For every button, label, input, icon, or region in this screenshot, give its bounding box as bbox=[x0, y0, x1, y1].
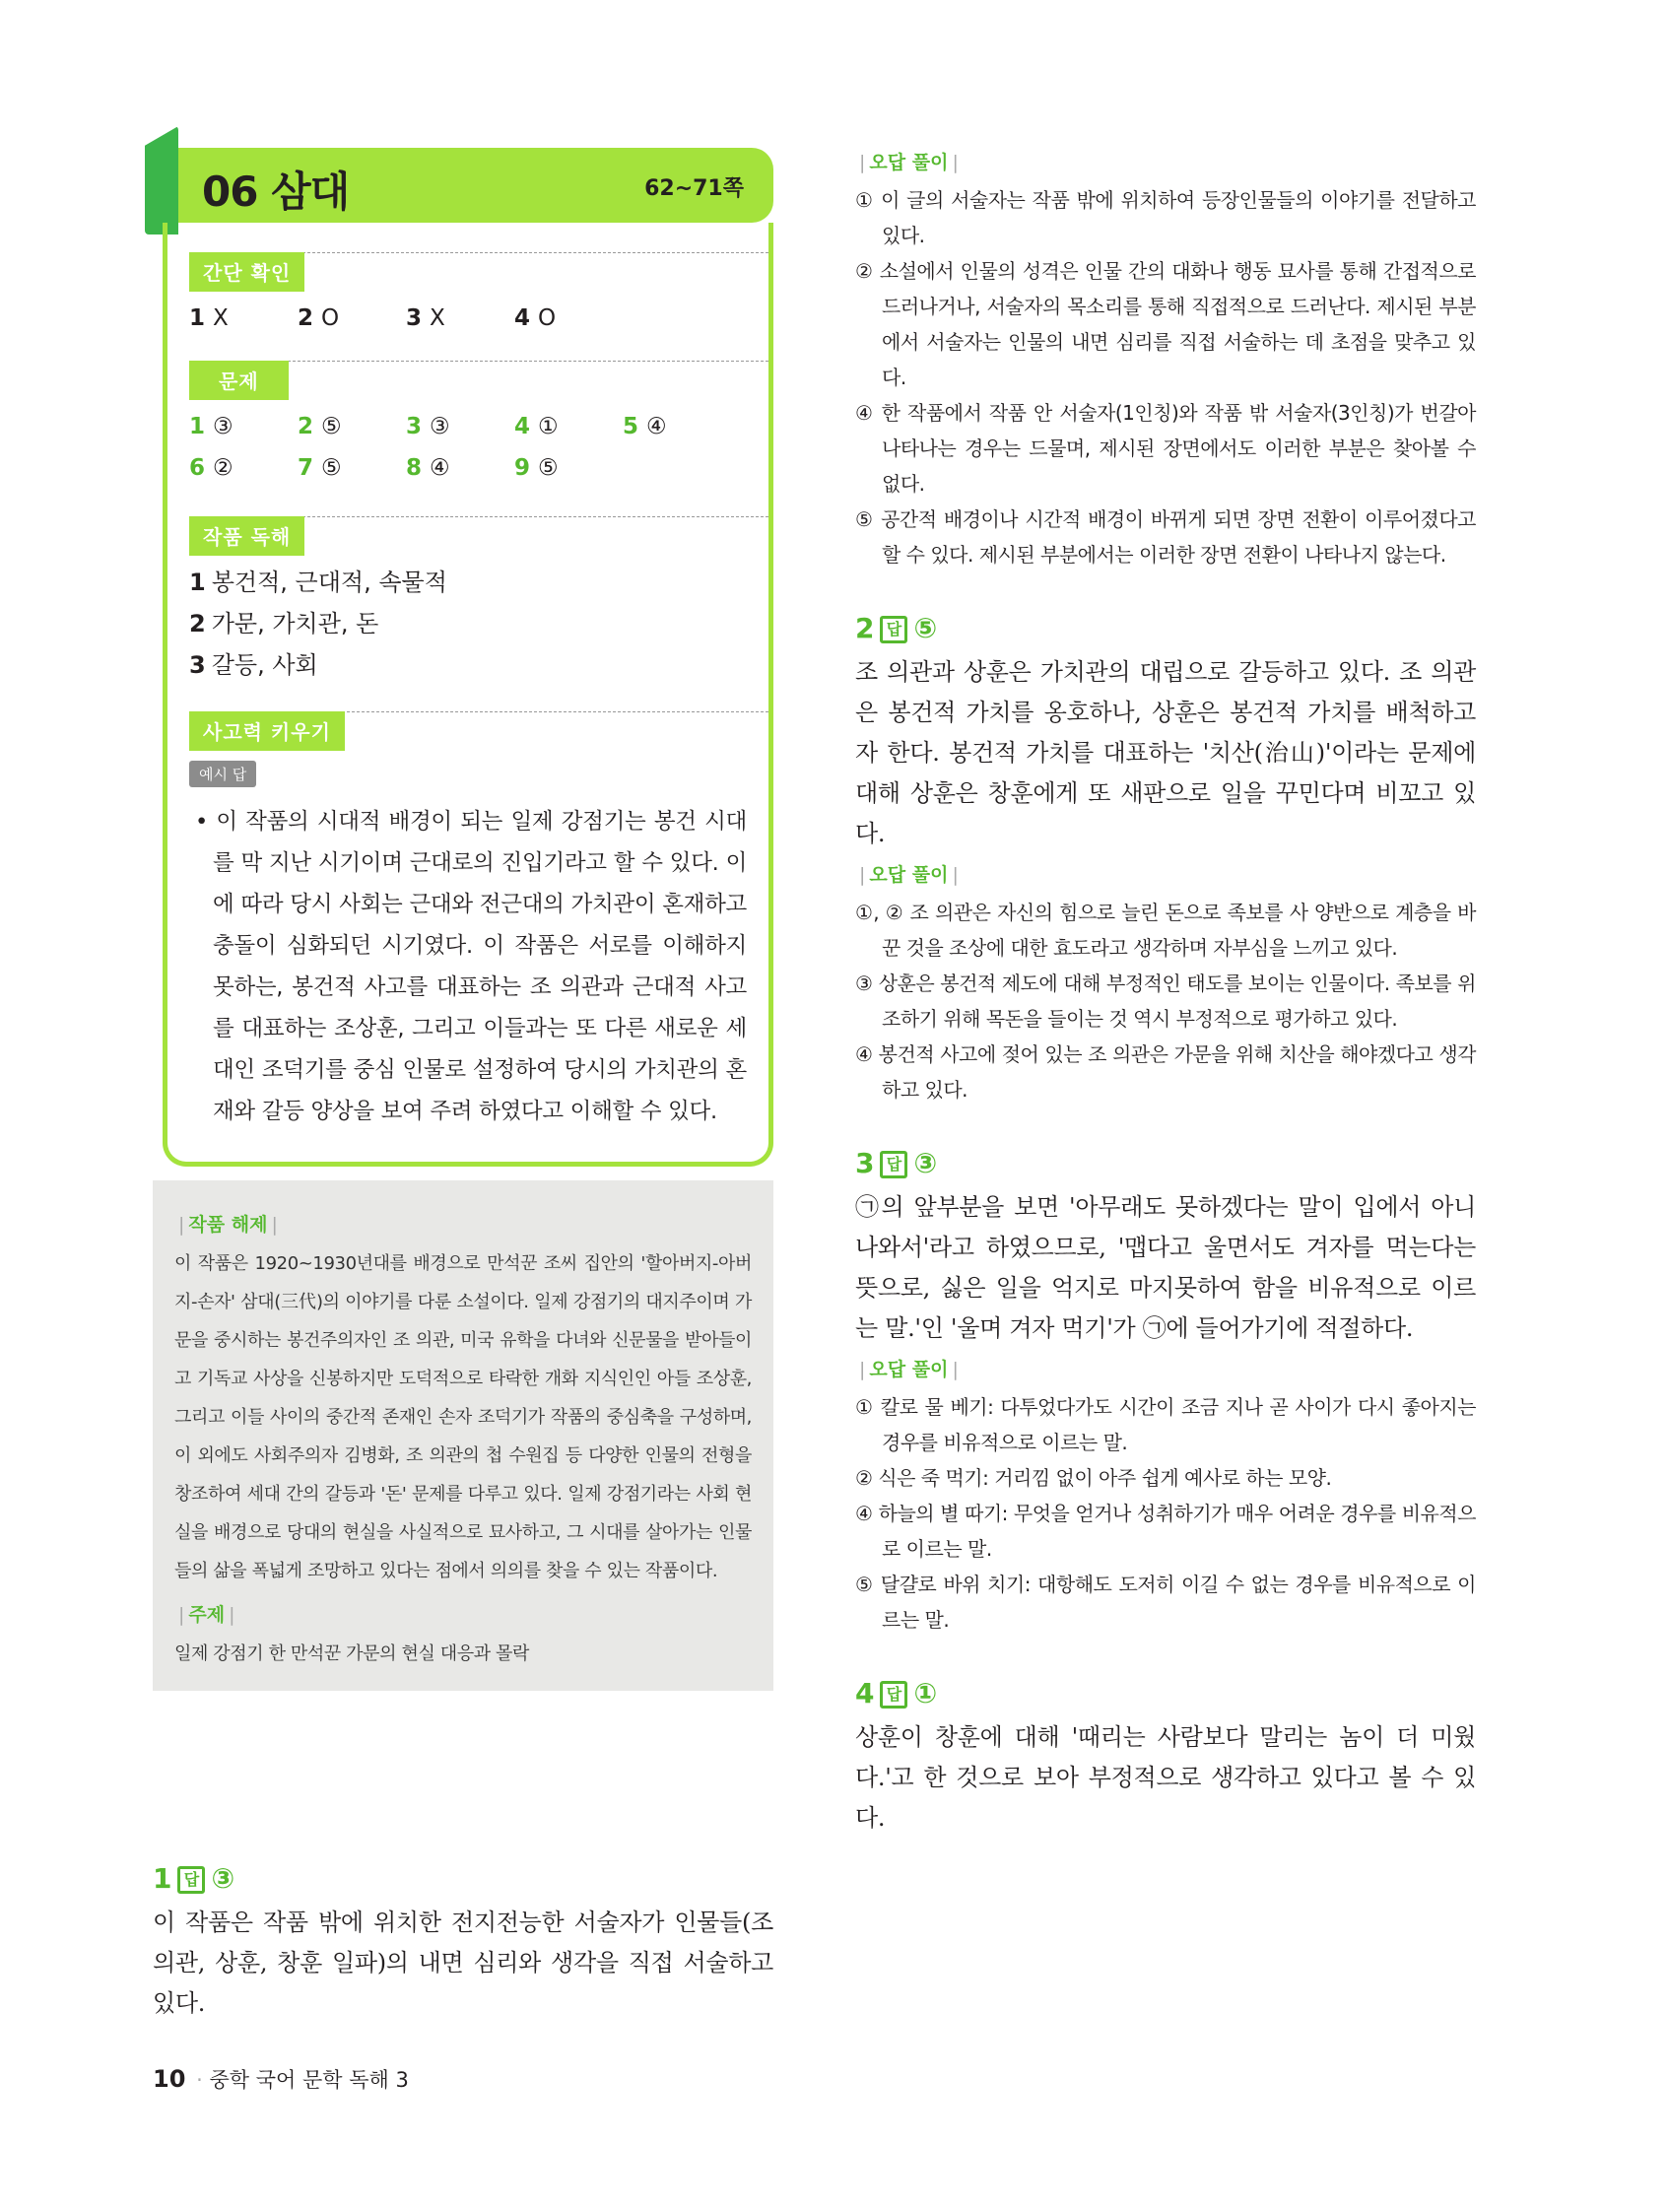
wrong-item: ⑤ 공간적 배경이나 시간적 배경이 바뀌게 되면 장면 전환이 이루어졌다고 할 수 있다. 제시된 부분에서는 이러한 장면 전환이 나타나지 않는다. bbox=[855, 507, 1476, 567]
reading-item: 3 갈등, 사회 bbox=[189, 651, 318, 679]
reading-header bbox=[189, 516, 747, 550]
wrong-item: ② 식은 죽 먹기: 거리낌 없이 아주 쉽게 예사로 하는 모양. bbox=[855, 1466, 1332, 1490]
wrong-item: ① 칼로 물 베기: 다투었다가도 시간이 조금 지나 곧 사이가 다시 좋아지는 경우를 비유적으로 이르는 말. bbox=[855, 1395, 1476, 1454]
problem-answer: 1 ③ bbox=[189, 414, 234, 439]
question-4-header: 4 답 ① bbox=[855, 1677, 938, 1709]
question-1-header: 1 답 ③ bbox=[153, 1862, 235, 1895]
page-number: 10 bbox=[153, 2065, 186, 2093]
theme-text: 일제 강점기 한 만석꾼 가문의 현실 대응과 몰락 bbox=[174, 1643, 530, 1664]
q3-wrong-tag: | 오답 풀이 | bbox=[859, 1359, 959, 1380]
divider bbox=[288, 252, 768, 253]
divider bbox=[288, 361, 768, 362]
question-3 bbox=[855, 1147, 1476, 1638]
problem-answer: 9 ⑤ bbox=[514, 455, 559, 481]
problems-row bbox=[189, 406, 747, 447]
problem-answer: 4 ① bbox=[514, 414, 559, 439]
wrong-item: ④ 봉건적 사고에 젖어 있는 조 의관은 가문을 위해 치산을 해야겠다고 생각하고 있다. bbox=[855, 1042, 1476, 1102]
left-column bbox=[153, 148, 773, 1691]
divider bbox=[327, 711, 768, 712]
lesson-number: 06 bbox=[202, 168, 258, 216]
quick-check-row bbox=[189, 298, 747, 339]
wrong-item: ① 이 글의 서술자는 작품 밖에 위치하여 등장인물들의 이야기를 전달하고 있다. bbox=[855, 188, 1476, 247]
tab-decoration bbox=[145, 126, 178, 235]
q2-wrong-tag: | 오답 풀이 | bbox=[859, 864, 959, 886]
lesson-name: 삼대 bbox=[271, 168, 350, 216]
problems-header bbox=[189, 361, 747, 394]
question-3-header: 3 답 ③ bbox=[855, 1147, 938, 1179]
question-4-explanation: 상훈이 창훈에 대해 '때리는 사람보다 말리는 놈이 더 미웠다.'고 한 것으로 보아 부정적으로 생각하고 있다고 볼 수 있다. bbox=[855, 1723, 1476, 1832]
problems-row bbox=[189, 447, 747, 489]
wrong-item: ④ 한 작품에서 작품 안 서술자(1인칭)와 작품 밖 서술자(3인칭)가 번갈아 나타나는 경우는 드물며, 제시된 장면에서도 이러한 부분은 찾아볼 수 없다. bbox=[855, 401, 1476, 496]
q1-wrong-tag: | 오답 풀이 | bbox=[859, 152, 959, 173]
answer-icon: 답 bbox=[177, 1866, 205, 1894]
question-3-explanation: ㉠의 앞부분을 보면 '아무래도 못하겠다는 말이 입에서 아니 나와서'라고 하였으므로, '맵다고 울면서도 겨자를 먹는다는 뜻으로, 싫은 일을 억지로 마지못하여 함을 비유적으로 이르는 말.'인 '울며 겨자 먹기'가 ㉠에 들어가기에 적절하다. bbox=[855, 1193, 1476, 1342]
thinking-label: 사고력 키우기 bbox=[189, 711, 345, 751]
right-column bbox=[855, 148, 1476, 1839]
book-title: 중학 국어 문학 독해 3 bbox=[209, 2068, 409, 2092]
answer-icon: 답 bbox=[880, 1681, 907, 1709]
commentary-box bbox=[153, 1180, 773, 1691]
commentary-text: 이 작품은 1920~1930년대를 배경으로 만석꾼 조씨 집안의 '할아버지-아버지-손자' 삼대(三代)의 이야기를 다룬 소설이다. 일제 강점기의 대지주이며 가문을 중시하는 봉건주의자인 조 의관, 미국 유학을 다녀와 신문물을 받아들이고 기독교 사상을 신봉하지만 도덕적으로 타락한 개화 지식인인 아들 조상훈, 그리고 이들 사이의 중간적 존재인 손자 조덕기가 작품의 중심축을 구성하며, 이 외에도 사회주의자 김병화, 조 의관의 첩 수원집 등 다양한 인물의 전형을 창조하여 세대 간의 갈등과 '돈' 문제를 다루고 있다. 일제 강점기라는 사회 현실을 배경으로 당대의 현실을 사실적으로 묘사하고, 그 시대를 살아가는 인물들의 삶을 폭넓게 조망하고 있다는 점에서 의의를 찾을 수 있는 작품이다. bbox=[174, 1253, 752, 1581]
reading-label: 작품 독해 bbox=[189, 516, 304, 556]
quick-check-item: 3 X bbox=[406, 305, 445, 331]
problem-answer: 5 ④ bbox=[623, 414, 667, 439]
quick-check-item: 4 O bbox=[514, 305, 557, 331]
quick-check-item: 1 X bbox=[189, 305, 229, 331]
question-4 bbox=[855, 1677, 1476, 1839]
quick-check-item: 2 O bbox=[298, 305, 340, 331]
theme-tag: | 주제 | bbox=[178, 1604, 235, 1626]
commentary-tag: | 작품 해제 | bbox=[178, 1214, 278, 1236]
wrong-item: ①, ② 조 의관은 자신의 힘으로 늘린 돈으로 족보를 사 양반으로 계층을 바꾼 것을 조상에 대한 효도라고 생각하며 자부심을 느끼고 있다. bbox=[855, 901, 1476, 960]
problem-answer: 8 ④ bbox=[406, 455, 450, 481]
problems-label: 문제 bbox=[189, 361, 289, 400]
wrong-item: ③ 상훈은 봉건적 제도에 대해 부정적인 태도를 보이는 인물이다. 족보를 위조하기 위해 목돈을 들이는 것 역시 부정적으로 평가하고 있다. bbox=[855, 972, 1476, 1031]
question-2-header: 2 답 ⑤ bbox=[855, 612, 938, 644]
problem-answer: 2 ⑤ bbox=[298, 414, 342, 439]
divider bbox=[288, 516, 768, 517]
quick-check-header bbox=[189, 252, 747, 286]
problem-answer: 6 ② bbox=[189, 455, 234, 481]
reading-item: 2 가문, 가치관, 돈 bbox=[189, 610, 379, 637]
wrong-item: ② 소설에서 인물의 성격은 인물 간의 대화나 행동 묘사를 통해 간접적으로 드러나거나, 서술자의 목소리를 통해 직접적으로 드러난다. 제시된 부분에서 서술자는 인물의 내면 심리를 직접 서술하는 데 초점을 맞추고 있다. bbox=[855, 259, 1476, 389]
example-answer-chip: 예시 답 bbox=[189, 761, 256, 787]
answer-icon: 답 bbox=[880, 616, 907, 643]
question-2-explanation: 조 의관과 상훈은 가치관의 대립으로 갈등하고 있다. 조 의관은 봉건적 가치를 옹호하나, 상훈은 봉건적 가치를 배척하고자 한다. 봉건적 가치를 대표하는 '치산(治山)'이라는 문제에 대해 상훈은 창훈에게 또 새판으로 일을 꾸민다며 비꼬고 있다. bbox=[855, 658, 1476, 847]
question-1-explanation: 이 작품은 작품 밖에 위치한 전지전능한 서술자가 인물들(조 의관, 상훈, 창훈 일파)의 내면 심리와 생각을 직접 서술하고 있다. bbox=[153, 1909, 773, 2017]
quick-check-label: 간단 확인 bbox=[189, 252, 304, 292]
lesson-title bbox=[202, 160, 349, 219]
answer-icon: 답 bbox=[880, 1151, 907, 1178]
page-range: 62~71쪽 bbox=[644, 176, 744, 201]
thinking-header bbox=[189, 711, 747, 745]
thinking-essay: • 이 작품의 시대적 배경이 되는 일제 강점기는 봉건 시대를 막 지난 시기이며 근대로의 진입기라고 할 수 있다. 이에 따라 당시 사회는 근대와 전근대의 가치관이 혼재하고 충돌이 심화되던 시기였다. 이 작품은 서로를 이해하지 못하는, 봉건적 사고를 대표하는 조 의관과 근대적 사고를 대표하는 조상훈, 그리고 이들과는 또 다른 새로운 세대인 조덕기를 중심 인물로 설정하여 당시의 가치관의 혼재와 갈등 양상을 보여 주려 하였다고 이해할 수 있다. bbox=[195, 809, 747, 1124]
page-footer: 10 · 중학 국어 문학 독해 3 bbox=[153, 2065, 409, 2093]
question-2 bbox=[855, 612, 1476, 1107]
wrong-item: ⑤ 달걀로 바위 치기: 대항해도 도저히 이길 수 없는 경우를 비유적으로 이르는 말. bbox=[855, 1573, 1476, 1632]
problem-answer: 3 ③ bbox=[406, 414, 450, 439]
reading-item: 1 봉건적, 근대적, 속물적 bbox=[189, 569, 447, 596]
lesson-title-bar bbox=[163, 148, 773, 223]
problem-answer: 7 ⑤ bbox=[298, 455, 342, 481]
answer-box bbox=[163, 223, 773, 1167]
wrong-item: ④ 하늘의 별 따기: 무엇을 얻거나 성취하기가 매우 어려운 경우를 비유적으로 이르는 말. bbox=[855, 1502, 1476, 1561]
question-1 bbox=[153, 1862, 773, 2024]
